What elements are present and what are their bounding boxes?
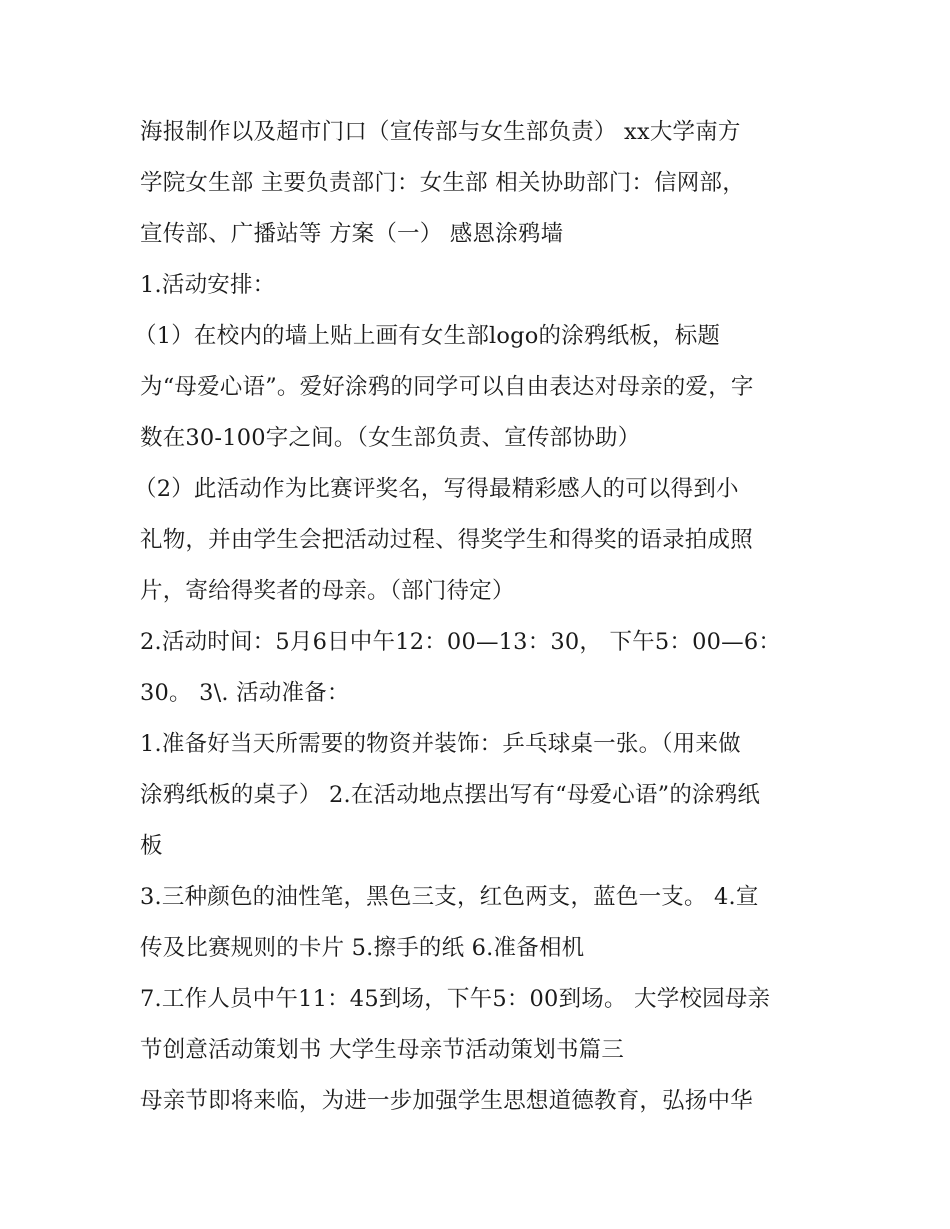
text-line-3: 宣传部、广播站等 方案（一） 感恩涂鸦墙 bbox=[140, 221, 564, 247]
text-line-16: 3.三种颜色的油性笔，黑色三支，红色两支，蓝色一支。 4.宣 bbox=[140, 884, 759, 910]
document-body bbox=[134, 107, 820, 1127]
text-line-1: 海报制作以及超市门口（宣传部与女生部负责） xx大学南方 bbox=[140, 119, 741, 145]
text-line-18: 7.工作人员中午11：45到场，下午5：00到场。 大学校园母亲 bbox=[140, 986, 771, 1012]
text-line-2: 学院女生部 主要负责部门：女生部 相关协助部门：信网部， bbox=[140, 170, 745, 196]
text-line-17: 传及比赛规则的卡片 5.擦手的纸 6.准备相机 bbox=[140, 935, 585, 961]
text-line-9: 礼物，并由学生会把活动过程、得奖学生和得奖的语录拍成照 bbox=[140, 527, 753, 553]
text-line-7: 数在30-100字之间。（女生部负责、宣传部协助） bbox=[140, 425, 641, 451]
text-line-4: 1.活动安排： bbox=[140, 272, 276, 298]
text-line-6: 为“母爱心语”。爱好涂鸦的同学可以自由表达对母亲的爱，字 bbox=[140, 374, 754, 400]
text-line-14: 涂鸦纸板的桌子） 2.在活动地点摆出写有“母爱心语”的涂鸦纸 bbox=[140, 782, 761, 808]
text-line-19: 节创意活动策划书 大学生母亲节活动策划书篇三 bbox=[140, 1037, 625, 1063]
text-line-15: 板 bbox=[140, 833, 163, 859]
text-line-20: 母亲节即将来临，为进一步加强学生思想道德教育，弘扬中华 bbox=[140, 1088, 753, 1114]
text-line-8: （2）此活动作为比赛评奖名，写得最精彩感人的可以得到小 bbox=[134, 476, 739, 502]
text-line-5: （1）在校内的墙上贴上画有女生部logo的涂鸦纸板，标题 bbox=[134, 323, 721, 349]
text-line-10: 片，寄给得奖者的母亲。（部门待定） bbox=[140, 578, 515, 604]
text-line-12: 30。 3\. 活动准备： bbox=[140, 680, 350, 706]
text-line-13: 1.准备好当天所需要的物资并装饰：乒乓球桌一张。（用来做 bbox=[140, 731, 741, 757]
text-line-11: 2.活动时间：5月6日中午12：00—13：30， 下午5：00—6： bbox=[140, 629, 782, 655]
